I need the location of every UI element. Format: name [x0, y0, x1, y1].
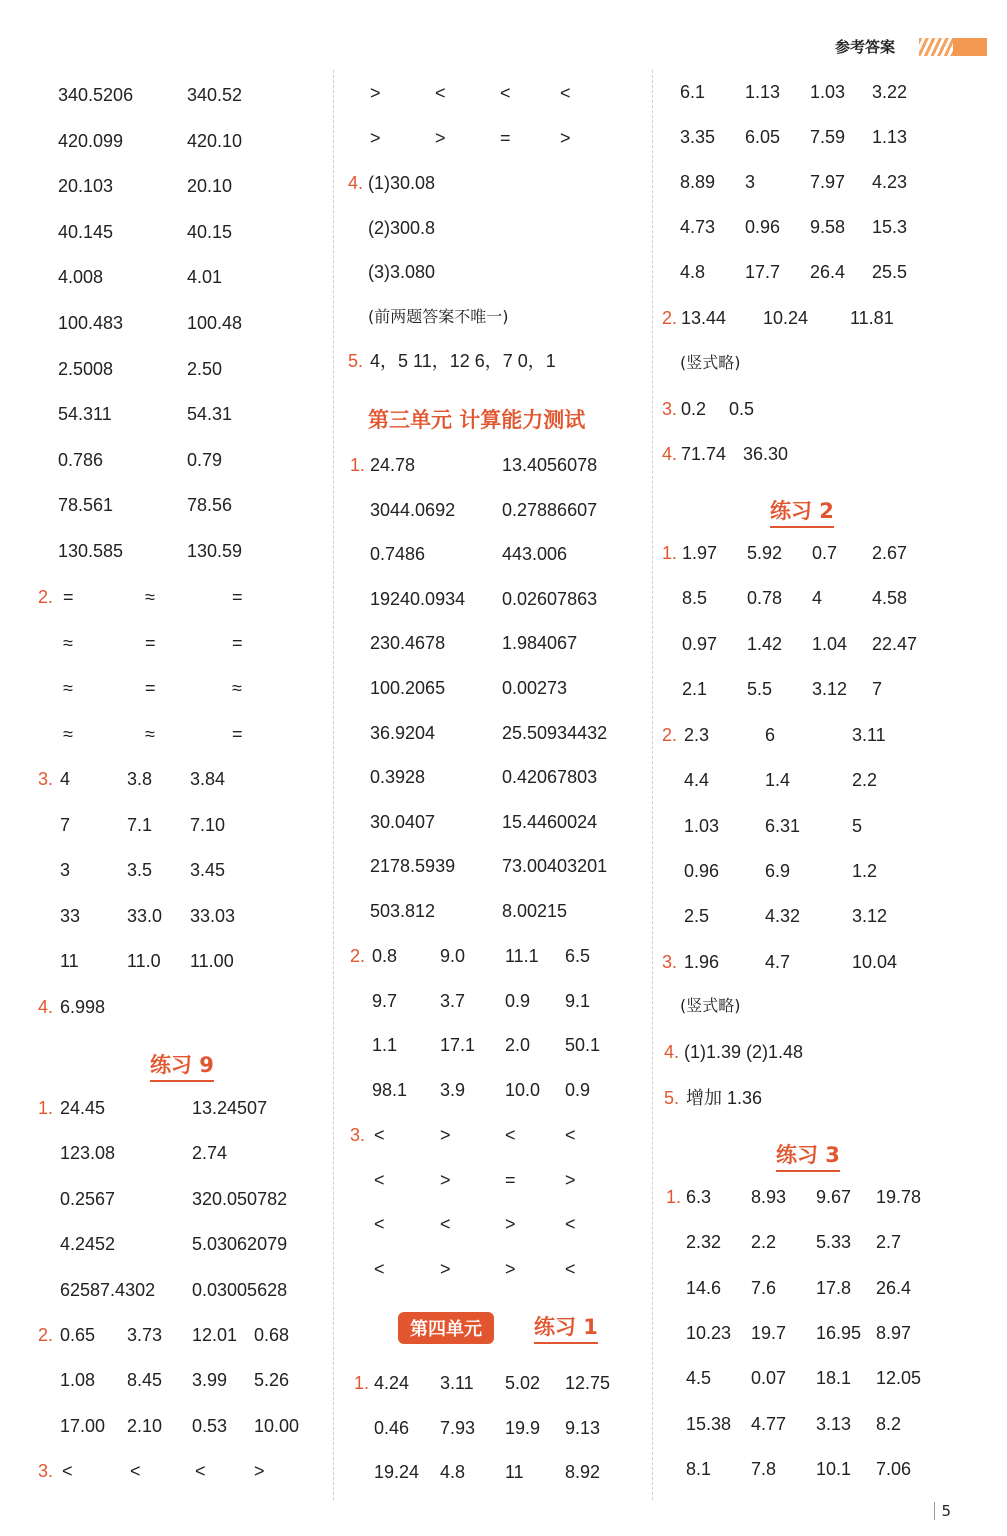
answer-value: 1.13 [872, 127, 908, 147]
answer-value: < [195, 1461, 206, 1481]
answer-value: 19240.0934 [370, 588, 466, 609]
answer-value: 24.45 [60, 1098, 106, 1118]
answer-value: 8.5 [682, 588, 708, 609]
answer-value: 1.08 [60, 1370, 96, 1391]
answer-value: 2.5008 [58, 358, 114, 379]
answer-value: 9.67 [816, 1187, 852, 1207]
answer-value: 11.1 [505, 946, 539, 966]
answer-value: 0.96 [745, 217, 781, 237]
answer-value: 13.24507 [192, 1098, 268, 1118]
answer-value: 0.42067803 [502, 767, 598, 788]
answer-value: 7.10 [190, 814, 226, 835]
answer-value: 40.15 [187, 221, 233, 242]
answer-value: 4.008 [58, 267, 104, 288]
answer-value: 6.05 [745, 127, 781, 147]
answer-value: 15.3 [872, 217, 908, 237]
answer-value: 1.13 [745, 82, 781, 102]
answer-value: 30.0407 [370, 811, 436, 832]
answer-value: 4.7 [765, 952, 791, 972]
exercise-2-title: 练习 2 [770, 495, 834, 528]
answer-value: > [254, 1461, 265, 1481]
answer-value: 3.7 [440, 990, 466, 1011]
unit-3-title: 第三单元 计算能力测试 [368, 408, 586, 432]
answer-value: 503.812 [370, 901, 436, 921]
exercise-1-title: 练习 1 [534, 1311, 598, 1344]
answer-value: 6.1 [680, 82, 706, 102]
answer-value: 9.13 [565, 1417, 601, 1438]
answer-value: 420.10 [187, 130, 243, 151]
answer-value: 1.96 [684, 952, 720, 972]
answer-value: 4.5 [686, 1368, 712, 1389]
answer-value: 0.07 [751, 1368, 787, 1389]
question-number: 4. [348, 173, 364, 193]
answer-value: 9.58 [810, 217, 846, 237]
answer-value: 2.2 [751, 1232, 777, 1253]
answer-value: 3.11 [852, 725, 886, 745]
answer-value: 3.84 [190, 769, 226, 789]
unit-4-badge: 第四单元 [398, 1312, 494, 1344]
answer-value: 8.45 [127, 1370, 163, 1391]
answer-value: 0.02607863 [502, 588, 598, 609]
answer-value: 8.2 [876, 1413, 902, 1434]
answer-value: 5.5 [747, 678, 773, 699]
answer-value: 9.1 [565, 990, 591, 1011]
question-number: 1. [354, 1373, 370, 1393]
answer-value: = [145, 678, 156, 699]
answer-text: (1)1.39 (2)1.48 [684, 1042, 804, 1062]
answer-value: 15.38 [686, 1413, 732, 1434]
answer-value: 17.1 [440, 1035, 476, 1056]
answer-value: 5.03062079 [192, 1234, 288, 1255]
answer-value: 7 [872, 678, 883, 699]
answer-value: = [500, 128, 511, 148]
answer-value: 11 [505, 1462, 524, 1483]
answer-value: 6.5 [565, 946, 591, 966]
answer-value: 40.145 [58, 221, 114, 242]
question-number: 3. [662, 399, 678, 419]
exercise-9-title: 练习 9 [150, 1049, 214, 1082]
answer-value: 2.10 [127, 1415, 163, 1436]
answer-value: 20.103 [58, 176, 114, 197]
answer-value: 4 [60, 769, 71, 789]
answer-value: 18.1 [816, 1368, 852, 1389]
answer-value: 33.0 [127, 905, 163, 926]
answer-value: > [440, 1125, 451, 1145]
answer-value: 0.5 [729, 399, 755, 419]
question-number: 2. [350, 946, 366, 966]
answer-value: < [374, 1258, 385, 1279]
answer-value: 230.4678 [370, 633, 446, 654]
answer-value: = [63, 587, 74, 607]
answer-value: 50.1 [565, 1035, 601, 1056]
answer-text: 6.998 [60, 997, 106, 1017]
answer-value: 24.78 [370, 455, 416, 475]
question-number: 4. [664, 1042, 680, 1062]
answer-value: 7.6 [751, 1277, 777, 1298]
answer-value: 15.4460024 [502, 811, 598, 832]
question-number: 1. [666, 1187, 682, 1207]
answer-value: 10.00 [254, 1415, 300, 1436]
page-number: 5 [934, 1502, 951, 1520]
answer-value: 420.099 [58, 130, 124, 151]
answer-value: 3 [745, 172, 756, 192]
answer-value: 8.92 [565, 1462, 601, 1483]
answer-value: 3.9 [440, 1079, 466, 1100]
answer-value: 2.32 [686, 1232, 722, 1253]
answer-value: 5 [852, 815, 863, 836]
header-label: 参考答案 [835, 38, 896, 56]
answer-value: 0.2 [681, 399, 707, 419]
answer-value: 0.2567 [60, 1188, 116, 1209]
answer-value: 25.50934432 [502, 722, 608, 743]
answer-value: 130.59 [187, 541, 243, 561]
answer-value: 4.8 [440, 1462, 466, 1483]
answer-value: 73.00403201 [502, 856, 608, 877]
answer-value: ≈ [145, 723, 155, 744]
answer-value: > [505, 1258, 516, 1279]
answer-value: 1.42 [747, 633, 783, 654]
answer-text: 4，5 11，12 6，7 0，1 [370, 351, 556, 371]
question-number: 2. [662, 725, 678, 745]
answer-value: < [130, 1461, 141, 1481]
answer-value: 2.2 [852, 770, 878, 791]
answer-value: 0.8 [372, 946, 398, 966]
answer-value: 0.3928 [370, 767, 426, 788]
answer-value: 7.93 [440, 1417, 476, 1438]
answer-value: 1.97 [682, 543, 718, 563]
answer-value: 7.8 [751, 1458, 777, 1479]
answer-value: 0.03005628 [192, 1279, 288, 1300]
answer-value: 17.00 [60, 1415, 106, 1436]
answer-value: > [440, 1258, 451, 1279]
question-number: 1. [38, 1098, 54, 1118]
answer-value: 2.74 [192, 1143, 228, 1164]
answer-value: 1.04 [812, 633, 848, 654]
answer-value: 0.7 [812, 543, 838, 563]
answer-value: 8.97 [876, 1322, 912, 1343]
answer-value: 20.10 [187, 176, 233, 197]
question-number: 3. [38, 769, 54, 789]
answer-value: 19.24 [374, 1462, 420, 1483]
answer-value: 1.2 [852, 860, 878, 881]
answer-value: 8.1 [686, 1458, 712, 1479]
answer-value: < [435, 83, 446, 103]
answer-value: 10.1 [816, 1458, 852, 1479]
answer-value: 0.68 [254, 1325, 290, 1345]
answer-value: 100.48 [187, 313, 243, 333]
answer-value: 3.99 [192, 1370, 228, 1391]
answer-value: 25.5 [872, 262, 908, 282]
answer-value: 4.77 [751, 1413, 787, 1434]
answer-value: 12.05 [876, 1368, 922, 1389]
answer-value: 0.27886607 [502, 499, 598, 520]
answer-value: 100.2065 [370, 678, 446, 698]
answer-value: 5.02 [505, 1373, 541, 1393]
answer-value: 3.11 [440, 1373, 474, 1393]
answer-value: > [565, 1169, 576, 1190]
answer-value: 0.97 [682, 633, 718, 654]
exercise-3-title: 练习 3 [776, 1139, 840, 1172]
answer-value: ≈ [63, 723, 73, 744]
answer-value: 4.24 [374, 1373, 410, 1393]
question-number: 3. [350, 1125, 366, 1145]
answer-value: 123.08 [60, 1143, 116, 1164]
question-number: 5. [664, 1088, 680, 1108]
answer-value: 13.44 [681, 308, 727, 328]
answer-value: 0.46 [374, 1417, 410, 1438]
header-tag [817, 34, 987, 60]
answer-value: 36.30 [743, 444, 789, 464]
answer-value: 78.561 [58, 495, 114, 516]
answer-value: 8.93 [751, 1187, 787, 1207]
answer-value: 4 [812, 588, 823, 609]
answer-value: 2.3 [684, 725, 710, 745]
answer-value: 54.31 [187, 404, 233, 425]
answer-value: 0.7486 [370, 544, 426, 565]
answer-value: > [560, 128, 571, 148]
answer-value: 0.9 [565, 1079, 591, 1100]
answer-value: 6 [765, 725, 776, 745]
answer-value: 4.58 [872, 588, 908, 609]
answer-value: 54.311 [58, 404, 112, 425]
answer-value: 7.1 [127, 814, 153, 835]
answer-value: 8.00215 [502, 901, 568, 921]
answer-value: 12.75 [565, 1373, 611, 1393]
answer-value: < [565, 1214, 576, 1235]
answer-value: 3.22 [872, 82, 908, 102]
answer-value: 36.9204 [370, 722, 436, 743]
answer-value: < [565, 1125, 576, 1145]
answer-value: 2.5 [684, 906, 710, 927]
answer-value: 16.95 [816, 1322, 862, 1343]
answer-value: 0.78 [747, 588, 783, 609]
answer-value: 13.4056078 [502, 455, 598, 475]
answer-value: 0.00273 [502, 678, 568, 698]
question-number: 2. [38, 1325, 54, 1345]
answer-value: 1.984067 [502, 633, 578, 654]
answer-value: 9.0 [440, 946, 466, 966]
answer-text: 增加 1.36 [686, 1088, 763, 1108]
answer-text: (2)300.8 [368, 217, 436, 238]
answer-text: (竖式略) [680, 996, 741, 1015]
question-number: 1. [662, 543, 678, 563]
answer-value: 2.0 [505, 1035, 531, 1056]
answer-value: 340.52 [187, 85, 243, 105]
answer-value: 3044.0692 [370, 499, 456, 520]
answer-value: 4.4 [684, 770, 710, 791]
answer-value: 3.12 [852, 906, 888, 927]
answer-value: 4.01 [187, 267, 223, 288]
column-divider-1 [333, 70, 334, 1500]
answer-value: < [440, 1214, 451, 1235]
answer-value: 3.45 [190, 860, 226, 881]
answer-value: > [440, 1169, 451, 1190]
answer-value: 19.9 [505, 1417, 541, 1438]
answer-value: 33 [60, 905, 81, 926]
answer-value: 7.06 [876, 1458, 912, 1479]
answer-value: 2178.5939 [370, 856, 456, 877]
answer-value: 4.73 [680, 217, 716, 237]
answer-text: (竖式略) [680, 353, 741, 372]
answer-value: < [500, 83, 511, 103]
answer-value: < [62, 1461, 73, 1481]
answer-value: 0.65 [60, 1325, 96, 1345]
question-number: 1. [350, 455, 366, 475]
answer-text: (3)3.080 [368, 262, 436, 282]
answer-value: 71.74 [681, 444, 727, 464]
answer-value: > [370, 128, 381, 148]
answer-text: (前两题答案不唯一) [368, 306, 509, 326]
answer-value: 100.483 [58, 313, 124, 333]
answer-value: 10.04 [852, 952, 898, 972]
answer-value: 6.3 [686, 1187, 712, 1207]
answer-value: 443.006 [502, 544, 568, 565]
answer-value: < [505, 1125, 516, 1145]
answer-value: 1.03 [684, 815, 720, 836]
answer-value: 340.5206 [58, 85, 134, 105]
answer-value: 3.13 [816, 1413, 852, 1434]
answer-value: = [145, 632, 156, 653]
answer-value: 0.9 [505, 990, 531, 1011]
answer-value: 4.32 [765, 906, 801, 927]
question-number: 4. [38, 997, 54, 1017]
answer-value: 10.0 [505, 1079, 541, 1100]
answer-value: 3.73 [127, 1325, 163, 1345]
answer-value: 3.8 [127, 769, 153, 789]
answer-value: 26.4 [876, 1277, 912, 1298]
answer-value: 22.47 [872, 633, 918, 654]
answer-value: < [374, 1214, 385, 1235]
answer-value: 78.56 [187, 495, 233, 516]
answer-value: 0.53 [192, 1415, 228, 1436]
answer-value: > [370, 83, 381, 103]
answer-value: 2.50 [187, 358, 223, 379]
answer-value: < [374, 1169, 385, 1190]
answer-value: 6.9 [765, 860, 791, 881]
question-number: 4. [662, 444, 678, 464]
question-number: 3. [662, 952, 678, 972]
answer-value: 11.00 [190, 951, 234, 972]
answer-value: > [435, 128, 446, 148]
answer-text: (1)30.08 [368, 173, 436, 193]
answer-value: 11.81 [850, 308, 894, 328]
answer-value: 10.23 [686, 1322, 732, 1343]
question-number: 5. [348, 351, 364, 371]
answer-value: 1.03 [810, 82, 846, 102]
answer-value: 4.8 [680, 262, 706, 282]
answer-value: ≈ [63, 678, 73, 699]
header-stripes [919, 38, 953, 56]
answer-value: 0.786 [58, 449, 104, 470]
answer-value: 0.79 [187, 449, 223, 470]
answer-value: < [374, 1125, 385, 1145]
answer-value: 10.24 [763, 308, 809, 328]
answer-value: 26.4 [810, 262, 846, 282]
answer-value: 3.12 [812, 678, 848, 699]
answer-value: < [560, 83, 571, 103]
answer-value: 11.0 [127, 951, 161, 972]
answer-value: = [505, 1169, 516, 1190]
answer-value: 3.5 [127, 860, 153, 881]
answer-value: 2.1 [682, 678, 708, 699]
answer-value: 1.1 [372, 1035, 398, 1056]
header-bar [953, 38, 987, 56]
answer-value: 4.23 [872, 172, 908, 192]
answer-value: ≈ [232, 678, 242, 699]
answer-value: 2.67 [872, 543, 908, 563]
answer-value: 17.7 [745, 262, 781, 282]
answer-value: 5.33 [816, 1232, 852, 1253]
answer-value: 1.4 [765, 770, 791, 791]
answer-value: 9.7 [372, 990, 398, 1011]
answer-value: 7.59 [810, 127, 846, 147]
answer-value: ≈ [63, 632, 73, 653]
answer-value: 5.92 [747, 543, 783, 563]
answer-value: 19.78 [876, 1187, 922, 1207]
answer-value: 12.01 [192, 1325, 238, 1345]
answer-value: 17.8 [816, 1277, 852, 1298]
answer-value: 3.35 [680, 127, 716, 147]
answer-value: 5.26 [254, 1370, 290, 1391]
question-number: 2. [38, 587, 54, 607]
answer-value: 320.050782 [192, 1188, 288, 1209]
answer-value: ≈ [145, 587, 155, 607]
answer-value: 4.2452 [60, 1234, 116, 1255]
answer-value: 11 [60, 951, 79, 972]
question-number: 3. [38, 1461, 54, 1481]
answer-value: 6.31 [765, 815, 801, 836]
answer-value: 2.7 [876, 1232, 902, 1253]
answer-value: 0.96 [684, 860, 720, 881]
answer-value: 7 [60, 814, 71, 835]
question-number: 2. [662, 308, 678, 328]
answer-value: 62587.4302 [60, 1279, 156, 1300]
answer-value: = [232, 632, 243, 653]
column-divider-2 [652, 70, 653, 1500]
answer-value: 14.6 [686, 1277, 722, 1298]
answer-value: 98.1 [372, 1079, 408, 1100]
answer-value: 8.89 [680, 172, 716, 192]
answer-value: = [232, 723, 243, 744]
answer-value: = [232, 587, 243, 607]
answer-value: 130.585 [58, 541, 124, 561]
answer-value: < [565, 1258, 576, 1279]
answer-value: 3 [60, 860, 71, 881]
answer-value: 33.03 [190, 905, 236, 926]
answer-value: 7.97 [810, 172, 846, 192]
answer-value: 19.7 [751, 1322, 787, 1343]
answer-value: > [505, 1214, 516, 1235]
